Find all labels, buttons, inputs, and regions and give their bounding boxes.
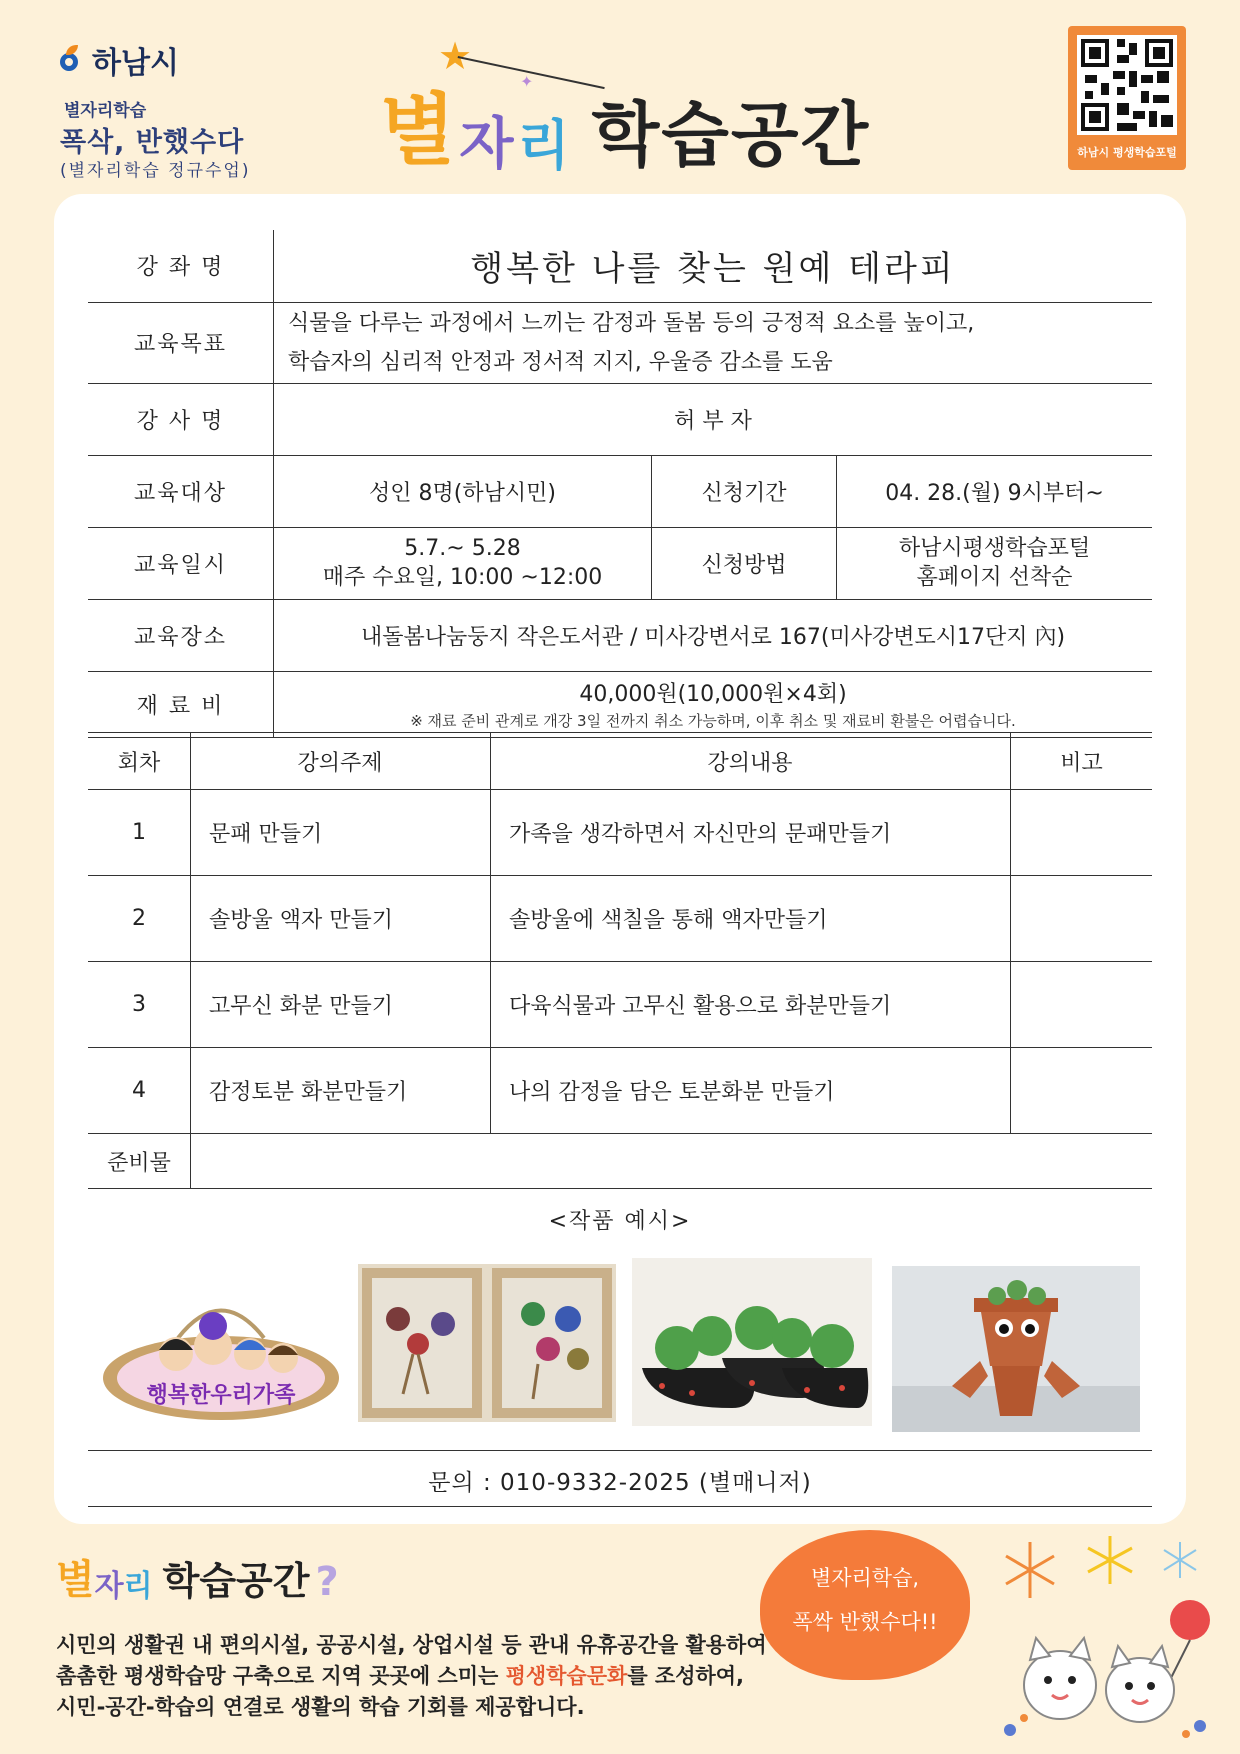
bubble-line-2: 폭싹 반했수다!! xyxy=(792,1610,938,1634)
schedule-time: 매주 수요일, 10:00 ~12:00 xyxy=(322,565,603,590)
example-photo-pinecone-frame xyxy=(358,1264,616,1422)
session-no: 4 xyxy=(88,1048,191,1134)
session-topic: 감정토분 화분만들기 xyxy=(191,1048,491,1134)
table-row xyxy=(88,1048,1152,1134)
footer-description xyxy=(56,1630,767,1723)
prep-label: 준비물 xyxy=(88,1134,191,1189)
schedule-value xyxy=(274,527,652,599)
speech-bubble xyxy=(760,1530,970,1680)
examples-title: <작품 예시> xyxy=(548,1209,692,1234)
instructor-label: 강 사 명 xyxy=(88,383,274,455)
qr-code-panel[interactable] xyxy=(1068,26,1186,170)
course-card xyxy=(54,194,1186,1524)
session-content: 나의 감정을 담은 토분화분 만들기 xyxy=(491,1048,1011,1134)
apply-method-line-2: 홈페이지 선착순 xyxy=(916,565,1073,590)
title-char-3: 리 xyxy=(517,114,570,177)
title-char-2: 자 xyxy=(459,112,514,177)
footer-question-mark: ? xyxy=(315,1559,339,1605)
place-label: 교육장소 xyxy=(88,599,274,671)
apply-method-label: 신청방법 xyxy=(652,527,837,599)
footer-line-3: 시민-공간-학습의 연결로 생활의 학습 기회를 제공합니다. xyxy=(56,1695,585,1719)
apply-period-value: 04. 28.(월) 9시부터~ xyxy=(837,455,1153,527)
footer-line-2-post: 를 조성하여, xyxy=(627,1664,745,1688)
place-value: 내돌봄나눔둥지 작은도서관 / 미사강변서로 167(미사강변도시17단지 內) xyxy=(274,599,1153,671)
header-session-no: 회차 xyxy=(88,733,191,790)
program-label: 별자리학습 xyxy=(64,101,147,121)
qr-code-icon xyxy=(1077,35,1177,135)
program-note: (별자리학습 정규수업) xyxy=(60,161,251,181)
footer-line-2-pre: 촘촘한 평생학습망 구축으로 지역 곳곳에 스미는 xyxy=(56,1664,506,1688)
program-slogan: 폭삭, 반했수다 xyxy=(60,127,245,158)
example-photo-shoe-planter xyxy=(632,1258,872,1426)
instructor-name: 허 부 자 xyxy=(274,383,1153,455)
title-rest: 학습공간 xyxy=(591,94,871,176)
mascot-illustration xyxy=(990,1530,1220,1745)
session-topic: 고무신 화분 만들기 xyxy=(191,962,491,1048)
table-row xyxy=(88,962,1152,1048)
example-photo-clay-pot xyxy=(892,1266,1140,1432)
header-note: 비고 xyxy=(1011,733,1153,790)
footer-line-1: 시민의 생활권 내 편의시설, 공공시설, 상업시설 등 관내 유휴공간을 활용하여 xyxy=(56,1633,767,1657)
example-photo-nameplate xyxy=(98,1278,344,1428)
fee-amount: 40,000원(10,000원×4회) xyxy=(579,682,847,707)
footer-title-char-1: 별 xyxy=(56,1557,95,1603)
course-name-label: 강 좌 명 xyxy=(88,230,274,302)
footer-title-rest: 학습공간 xyxy=(162,1559,310,1603)
goal-label: 교육목표 xyxy=(88,302,274,383)
session-content: 다육식물과 고무신 활용으로 화분만들기 xyxy=(491,962,1011,1048)
city-name: 하남시 xyxy=(92,46,179,81)
mascot-cat-left xyxy=(1024,1638,1096,1719)
mascot-cat-right xyxy=(1106,1646,1174,1722)
schedule-dates: 5.7.~ 5.28 xyxy=(404,536,521,561)
fee-note: ※ 재료 준비 관계로 개강 3일 전까지 취소 가능하며, 이후 취소 및 재료비 환불은 어렵습니다. xyxy=(410,712,1016,730)
header-content: 강의내용 xyxy=(491,733,1011,790)
fee-value xyxy=(274,671,1153,737)
session-topic: 문패 만들기 xyxy=(191,790,491,876)
small-star-icon: ✦ xyxy=(520,72,534,91)
page-title xyxy=(380,34,871,180)
table-row xyxy=(88,790,1152,876)
nameplate-text: 행복한우리가족 xyxy=(146,1383,296,1408)
bubble-line-1: 별자리학습, xyxy=(810,1566,920,1590)
apply-method-line-1: 하남시평생학습포털 xyxy=(898,536,1091,561)
contact-info: 문의 : 010-9332-2025 (별매니저) xyxy=(428,1470,812,1496)
target-value: 성인 8명(하남시민) xyxy=(274,455,652,527)
qr-caption: 하남시 평생학습포털 xyxy=(1077,146,1177,159)
apply-period-label: 신청기간 xyxy=(652,455,837,527)
session-content: 솔방울에 색칠을 통해 액자만들기 xyxy=(491,876,1011,962)
city-logo xyxy=(58,38,179,82)
contact-divider-bottom xyxy=(88,1506,1152,1507)
session-note xyxy=(1011,876,1153,962)
apply-method-value xyxy=(837,527,1153,599)
footer-title-char-3: 리 xyxy=(123,1569,153,1604)
target-label: 교육대상 xyxy=(88,455,274,527)
star-icon: ★ xyxy=(438,34,473,78)
session-no: 2 xyxy=(88,876,191,962)
firework-icon xyxy=(1006,1542,1054,1598)
schedule-label: 교육일시 xyxy=(88,527,274,599)
footer-title xyxy=(56,1548,339,1605)
session-no: 3 xyxy=(88,962,191,1048)
city-emblem-icon xyxy=(58,45,84,75)
table-row xyxy=(88,876,1152,962)
session-content: 가족을 생각하면서 자신만의 문패만들기 xyxy=(491,790,1011,876)
prep-value xyxy=(191,1134,1153,1189)
goal-line-1: 식물을 다루는 과정에서 느끼는 감정과 돌봄 등의 긍정적 요소를 높이고, xyxy=(288,310,975,336)
session-no: 1 xyxy=(88,790,191,876)
session-topic: 솔방울 액자 만들기 xyxy=(191,876,491,962)
fee-label: 재 료 비 xyxy=(88,671,274,737)
course-name: 행복한 나를 찾는 원예 테라피 xyxy=(274,230,1153,302)
footer-line-2 xyxy=(56,1661,767,1692)
header-topic: 강의주제 xyxy=(191,733,491,790)
goal-line-2: 학습자의 심리적 안정과 정서적 지지, 우울증 감소를 도움 xyxy=(288,349,833,375)
session-note xyxy=(1011,790,1153,876)
title-char-1: 별 xyxy=(380,85,456,176)
goal-text xyxy=(274,302,1153,383)
session-table xyxy=(88,732,1152,1189)
session-note xyxy=(1011,1048,1153,1134)
prep-row xyxy=(88,1134,1152,1189)
footer-title-char-2: 자 xyxy=(94,1569,124,1604)
session-note xyxy=(1011,962,1153,1048)
contact-divider-top xyxy=(88,1450,1152,1451)
footer-highlight: 평생학습문화 xyxy=(505,1664,628,1688)
course-info-table xyxy=(88,230,1152,738)
